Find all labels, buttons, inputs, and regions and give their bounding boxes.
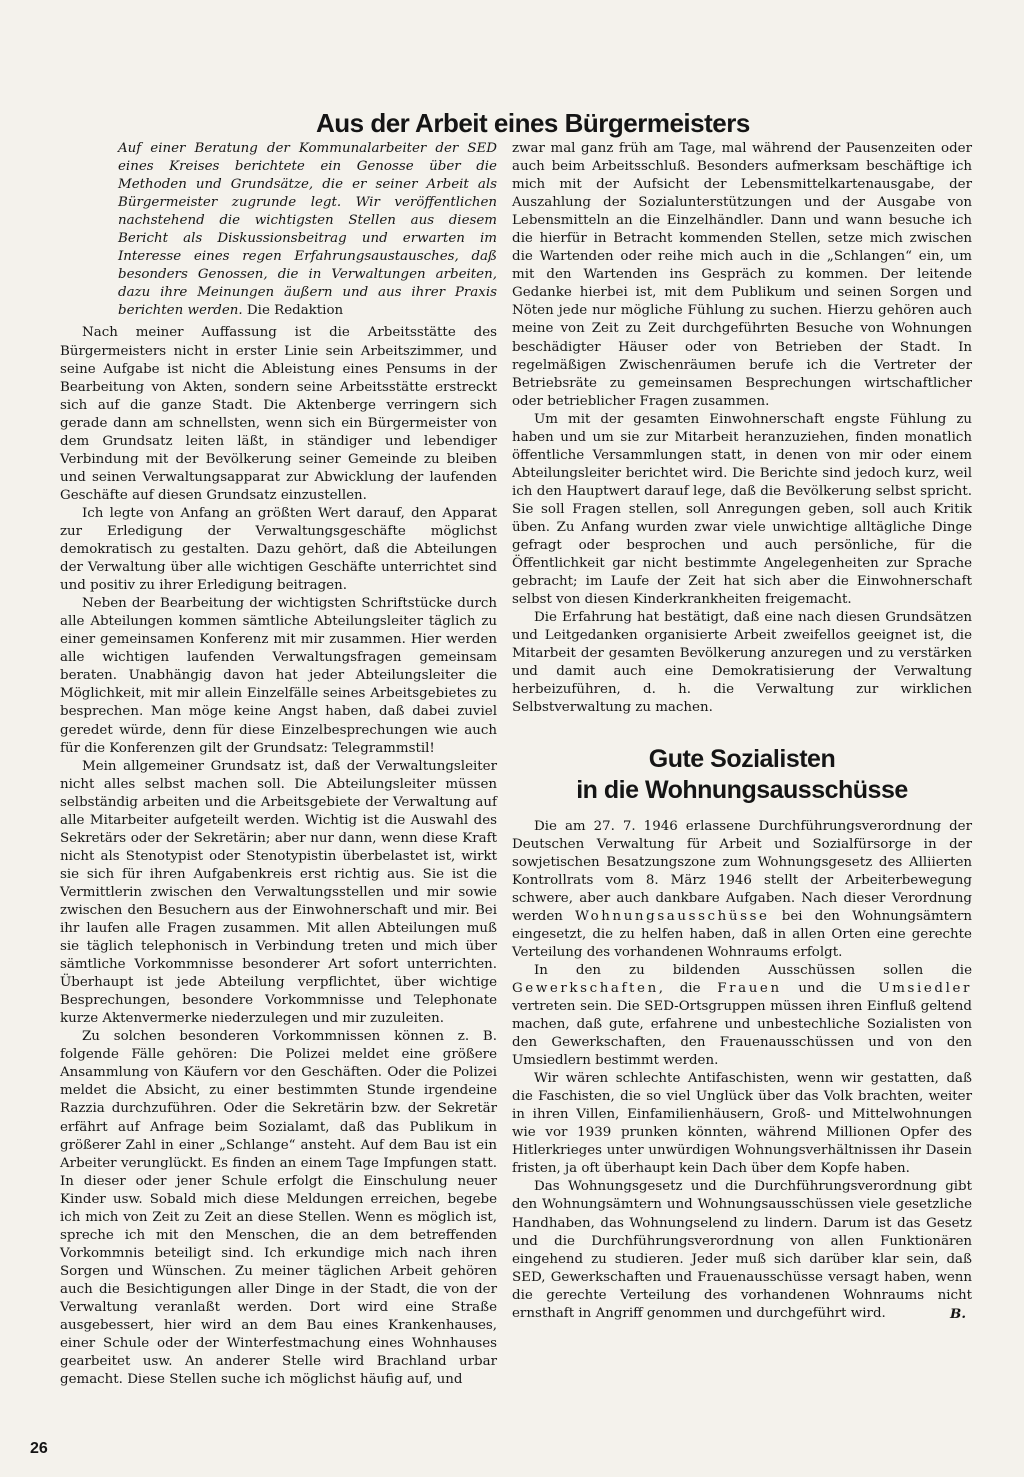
paragraph: Neben der Bearbeitung der wichtigsten Schriftstücke durch alle Abteilungen kommen sämtliche Abteilungsleiter täglich zu einer gemeinsamen Konferenz mit mir zusammen. Hier werden alle wichtigen laufenden Verwaltungsfragen gemeinsam beraten. Unabhängig davon hat jeder Abteilungsleiter die Möglichkeit, mit mir allein Einzelfälle seines Arbeitsgebietes zu besprechen. Man möge keine Angst haben, daß dabei zuviel geredet würde, denn für diese Einzelbesprechungen wie auch für die Konferenzen gilt der Grundsatz: Telegrammstil! bbox=[60, 596, 497, 756]
paragraph: Um mit der gesamten Einwohnerschaft engste Fühlung zu haben und um sie zur Mitarbeit heranzuziehen, finden monatlich öffentliche Versammlungen statt, in denen von mir oder einem Abteilungsleiter berichtet wird. Die Berichte sind jedoch kurz, weil ich den Hauptwert darauf lege, daß die Bevölkerung selbst spricht. Sie soll Fragen stellen, soll Anregungen geben, soll auch Kritik üben. Zu Anfang wurden zwar viele unwichtige alltägliche Dinge gefragt oder besprochen und auch persönliche, für die Öffentlichkeit gar nicht bestimmte Angelegenheiten zur Sprache gebracht; im Laufe der Zeit hat sich aber die Einwohnerschaft selbst von diesen Kinderkrankheiten freigemacht. bbox=[512, 411, 972, 608]
paragraph-continued: zwar mal ganz früh am Tage, mal während der Pausenzeiten oder auch beim Arbeitsschluß. Besonders aufmerksam beschäftige ich mich mit der Aufsicht der Lebensmittelkartenausgabe, der Auszahlung der Sozialunterstützungen und der Ausgabe von Lebensmitteln an die Einzelhändler. Dann und wann besuche ich die hierfür in Betracht kommenden Stellen, setze mich zwischen die Wartenden oder reihe mich auch in die „Schlangen“ ein, um mit den Wartenden ins Gespräch zu kommen. Der leitende Gedanke hierbei ist, mit dem Publikum und seinen Sorgen und Nöten jede nur mögliche Fühlung zu suchen. Hierzu gehören auch meine von Zeit zu Zeit durchgeführten Besuche von Wohnungen beschädigter Häuser oder von Betrieben der Stadt. In regelmäßigen Zwischenräumen berufe ich die Vertreter der Betriebsräte zu gemeinsamen Besprechungen wirtschaftlicher oder betrieblicher Fragen zusammen. bbox=[512, 141, 972, 409]
intro-text: Auf einer Beratung der Kommunalarbeiter der SED eines Kreises berichtete ein Genosse über die Methoden und Grundsätze, die er seiner Arbeit als Bürgermeister zugrunde legt. Wir veröffentlichen nachstehend die wichtigsten Stellen aus diesem Bericht als Diskussionsbeitrag und erwarten im Interesse eines regen Erfahrungsaustausches, daß besonders Genossen, die in Verwaltungen arbeiten, dazu ihre Meinungen äußern und aus ihrer Praxis berichten werden. bbox=[118, 141, 497, 319]
second-title-line-1: Gute Sozialisten bbox=[648, 744, 836, 773]
paragraph bbox=[512, 1178, 972, 1322]
text-run: bei den Wohnungsämtern eingesetzt, die zu helfen haben, daß in allen Orten eine gerechte Verteilung des vorhandenen Wohnraums erfolgt. bbox=[512, 908, 972, 960]
paragraph: Ich legte von Anfang an größten Wert darauf, den Apparat zur Erledigung der Verwaltungsgeschäfte möglichst demokratisch zu gestalten. Dazu gehört, daß die Abteilungen der Verwaltung über alle wichtigen Geschäfte unterrichtet sind und positiv zu ihrer Erledigung beitragen. bbox=[60, 505, 497, 594]
text-run: und die bbox=[798, 980, 862, 996]
right-column bbox=[512, 140, 972, 1323]
spaced-term: Wohnungsausschüsse bbox=[575, 908, 770, 924]
second-title-line-2: in die Wohnungsausschüsse bbox=[576, 775, 908, 804]
text-run: , die bbox=[658, 980, 701, 996]
page-number: 26 bbox=[30, 1440, 48, 1457]
second-article-title bbox=[512, 744, 972, 806]
text-run: In den zu bildenden Ausschüssen sollen die bbox=[534, 962, 972, 978]
spaced-term: Umsiedler bbox=[878, 980, 972, 996]
spaced-term: Gewerkschaften bbox=[512, 980, 659, 996]
article-title: Aus der Arbeit eines Bürgermeisters bbox=[316, 108, 750, 138]
paragraph bbox=[512, 818, 972, 962]
text-run: Das Wohnungsgesetz und die Durchführungsverordnung gibt den Wohnungsämtern und Wohnungsausschüssen viele gesetzliche Handhaben, das Wohnungselend zu lindern. Darum ist das Gesetz und die Durchführungsverordnung von allen Funktionären eingehend zu studieren. Jeder muß sich darüber klar sein, daß SED, Gewerkschaften und Frauenausschüsse versagt haben, wenn die gerechte Verteilung des vorhandenen Wohnraums nicht ernsthaft in Angriff genommen und durchgeführt wird. bbox=[512, 1179, 972, 1321]
paragraph: Wir wären schlechte Antifaschisten, wenn wir gestatten, daß die Faschisten, die so viel Unglück über das Volk brachten, weiter in ihren Villen, Einfamilienhäusern, Groß- und Mittelwohnungen wie vor 1939 prunken könnten, während Millionen Opfer des Hitlerkrieges unter unwürdigen Wohnungsverhältnissen ihr Dasein fristen, ja oft überhaupt kein Dach über dem Kopfe haben. bbox=[512, 1071, 972, 1177]
spaced-term: Frauen bbox=[717, 980, 782, 996]
paragraph: Mein allgemeiner Grundsatz ist, daß der Verwaltungsleiter nicht alles selbst machen soll. Die Abteilungsleiter müssen selbständig arbeiten und die Arbeitsgebiete der Verwaltung auf alle Mitarbeiter aufgeteilt werden. Wichtig ist die Auswahl des Sekretärs oder der Sekretärin; aber nur dann, wenn diese Kraft nicht als Stenotypist oder Stenotypistin überbelastet ist, wirkt sie sich für ihren Aufgabenkreis erst richtig aus. Sie ist die Vermittlerin zwischen den Verwaltungsstellen und mir sowie zwischen den Besuchern aus der Einwohnerschaft und mir. Bei ihr laufen alle Fragen zusammen. Mit allen Abteilungen muß sie täglich telephonisch in Verbindung treten und mich über sämtliche Vorkommnisse besonderer Art sofort unterrichten. Überhaupt ist jede Abteilung verpflichtet, über wichtige Besprechungen, besondere Vorkommnisse und Telephonate kurze Aktenvermerke niederzulegen und mir zuzuleiten. bbox=[60, 758, 497, 1027]
paragraph: Zu solchen besonderen Vorkommnissen können z. B. folgende Fälle gehören: Die Polizei meldet eine größere Ansammlung von Käufern vor den Geschäften. Oder die Polizei meldet die Absicht, zu einer bestimmten Stunde irgendeine Razzia durchzuführen. Oder die Sekretärin bzw. der Sekretär erfährt auf Anfrage beim Sozialamt, daß das Publikum in größerer Zahl in einer „Schlange“ ansteht. Auf dem Bau ist ein Arbeiter verunglückt. Es finden an einem Tage Impfungen statt. In dieser oder jener Schule erfolgt die Einschulung neuer Kinder usw. Sobald mich diese Meldungen erreichen, begebe ich mich von Zeit zu Zeit an diese Stellen. Wenn es möglich ist, spreche ich mit den Menschen, die an dem betreffenden Vorkommnis beteiligt sind. Ich erkundige mich nach ihren Sorgen und Wünschen. Zu meiner täglichen Arbeit gehören auch die Besichtigungen aller Dinge in der Stadt, die von der Verwaltung veranlaßt werden. Dort wird eine Straße ausgebessert, hier wird an dem Bau eines Krankenhauses, einer Schule oder der Winterfestmachung eines Wohnhauses gearbeitet usw. An anderer Stelle wird Brachland urbar gemacht. Diese Stellen suche ich möglichst häufig auf, und bbox=[60, 1029, 497, 1388]
paragraph: Die Erfahrung hat bestätigt, daß eine nach diesen Grundsätzen und Leitgedanken organisierte Arbeit zweifellos geeignet ist, die Mitarbeit der gesamten Bevölkerung anzuregen und zu verstärken und damit auch eine Demokratisierung der Verwaltung herbeizuführen, d. h. die Verwaltung zur wirklichen Selbstverwaltung zu machen. bbox=[512, 610, 972, 716]
paragraph bbox=[512, 962, 972, 1070]
text-run: vertreten sein. Die SED-Ortsgruppen müssen ihren Einfluß geltend machen, daß gute, erfahrene und unbestechliche Sozialisten von den Gewerkschaften, den Frauenausschüssen und von den Umsiedlern bestimmt werden. bbox=[512, 998, 972, 1069]
left-column bbox=[60, 140, 497, 1389]
paragraph: Nach meiner Auffassung ist die Arbeitsstätte des Bürgermeisters nicht in erster Linie sein Arbeitszimmer, und seine Aufgabe ist nicht die Ableistung eines Pensums in der Bearbeitung von Akten, sondern seine Arbeitsstätte erstreckt sich auf die ganze Stadt. Die Aktenberge verringern sich gerade dann am schnellsten, wenn sich ein Bürgermeister von dem Grundsatz leiten läßt, in ständiger und lebendiger Verbindung mit der Bevölkerung seiner Gemeinde zu bleiben und seinen Verwaltungsapparat zur Abwicklung der laufenden Geschäfte auf diesen Grundsatz einzustellen. bbox=[60, 325, 497, 503]
text-run: Die am 27. 7. 1946 erlassene Durchführungsverordnung der Deutschen Verwaltung für Arbeit und Sozialfürsorge in der sowjetischen Besatzungszone zum Wohnungsgesetz des Alliierten Kontrollrats vom 8. März 1946 stellt der Arbeiterbewegung schwere, aber auch dankbare Aufgaben. Nach dieser Verordnung werden bbox=[512, 818, 972, 924]
author-signature: B. bbox=[950, 1305, 966, 1322]
article-intro bbox=[60, 140, 497, 320]
intro-editor: Die Redaktion bbox=[246, 303, 344, 319]
